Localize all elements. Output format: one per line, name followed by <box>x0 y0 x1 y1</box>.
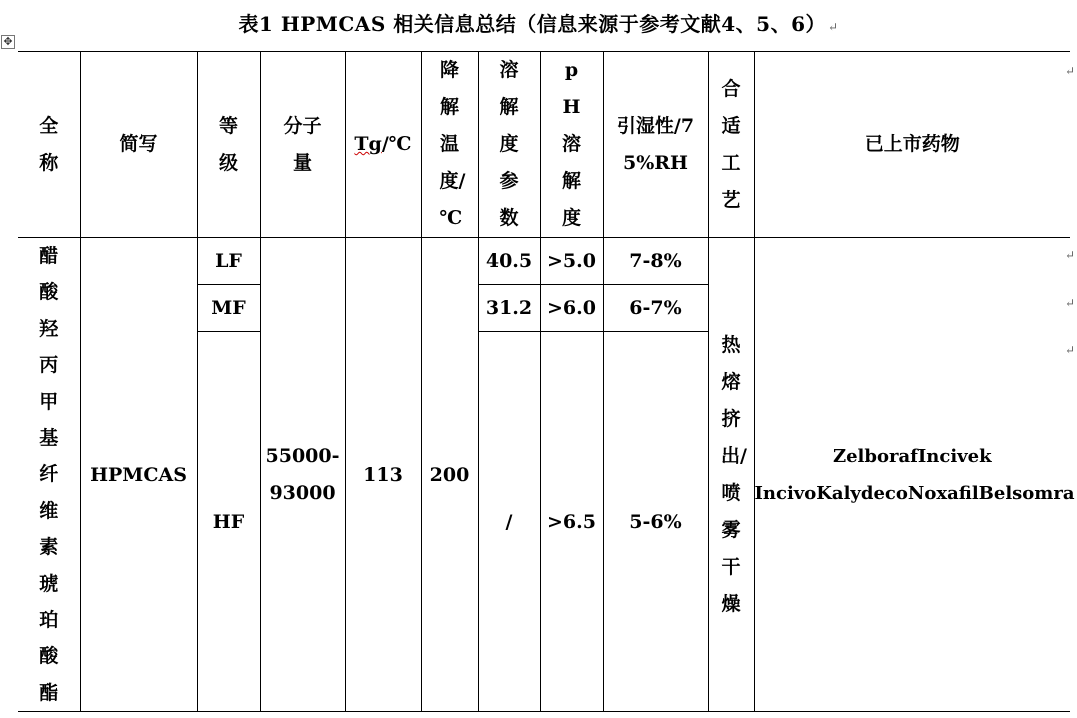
header-solubility-param: 溶解度参数 <box>478 52 540 238</box>
cell-grade-lf: LF <box>197 238 260 285</box>
row-end-mark-icon: ↵ <box>1064 343 1075 357</box>
cell-ph-hf: >6.5 <box>540 332 603 712</box>
header-drugs: 已上市药物 <box>754 52 1070 238</box>
header-process: 合适工艺 <box>708 52 754 238</box>
cell-ph-mf: >6.0 <box>540 285 603 332</box>
cell-hygro-mf: 6-7% <box>603 285 708 332</box>
cell-grade-mf: MF <box>197 285 260 332</box>
row-end-mark-icon: ↵ <box>1064 296 1075 310</box>
cell-grade-hf: HF <box>197 332 260 712</box>
cell-mw: 55000- 93000 <box>260 238 345 712</box>
table-title-text: 表1 HPMCAS 相关信息总结（信息来源于参考文献4、5、6） <box>238 12 826 36</box>
row-end-mark-icon: ↵ <box>1064 248 1075 262</box>
header-abbr: 简写 <box>80 52 197 238</box>
header-hygroscopicity: 引湿性/75%RH <box>603 52 708 238</box>
row-end-mark-icon: ↵ <box>1064 64 1075 78</box>
table-row <box>18 238 1070 285</box>
header-degradation-temp: 降解温度/℃ <box>421 52 478 238</box>
header-full-name: 全称 <box>18 52 80 238</box>
header-row <box>18 52 1070 238</box>
paragraph-mark-icon: ↵ <box>827 20 839 34</box>
cell-abbr: HPMCAS <box>80 238 197 712</box>
cell-tg: 113 <box>345 238 421 712</box>
cell-drugs: ZelborafIncivek IncivoKalydecoNoxafilBelsomra <box>754 238 1070 712</box>
cell-sol-hf: / <box>478 332 540 712</box>
header-ph-solubility: pH溶解度 <box>540 52 603 238</box>
cell-full-name: 醋酸羟丙甲基纤维素琥珀酸酯 <box>18 238 80 712</box>
table-move-handle-icon[interactable]: ✥ <box>1 35 15 49</box>
cell-sol-mf: 31.2 <box>478 285 540 332</box>
header-grade: 等级 <box>197 52 260 238</box>
table-title <box>0 8 1077 37</box>
header-mw: 分子量 <box>260 52 345 238</box>
cell-process: 热熔挤出/喷雾干燥 <box>708 238 754 712</box>
cell-ph-lf: >5.0 <box>540 238 603 285</box>
cell-hygro-hf: 5-6% <box>603 332 708 712</box>
cell-hygro-lf: 7-8% <box>603 238 708 285</box>
cell-degradation-temp: 200 <box>421 238 478 712</box>
hpmcas-table <box>18 51 1075 712</box>
cell-sol-lf: 40.5 <box>478 238 540 285</box>
header-tg: Tg/℃ <box>345 52 421 238</box>
